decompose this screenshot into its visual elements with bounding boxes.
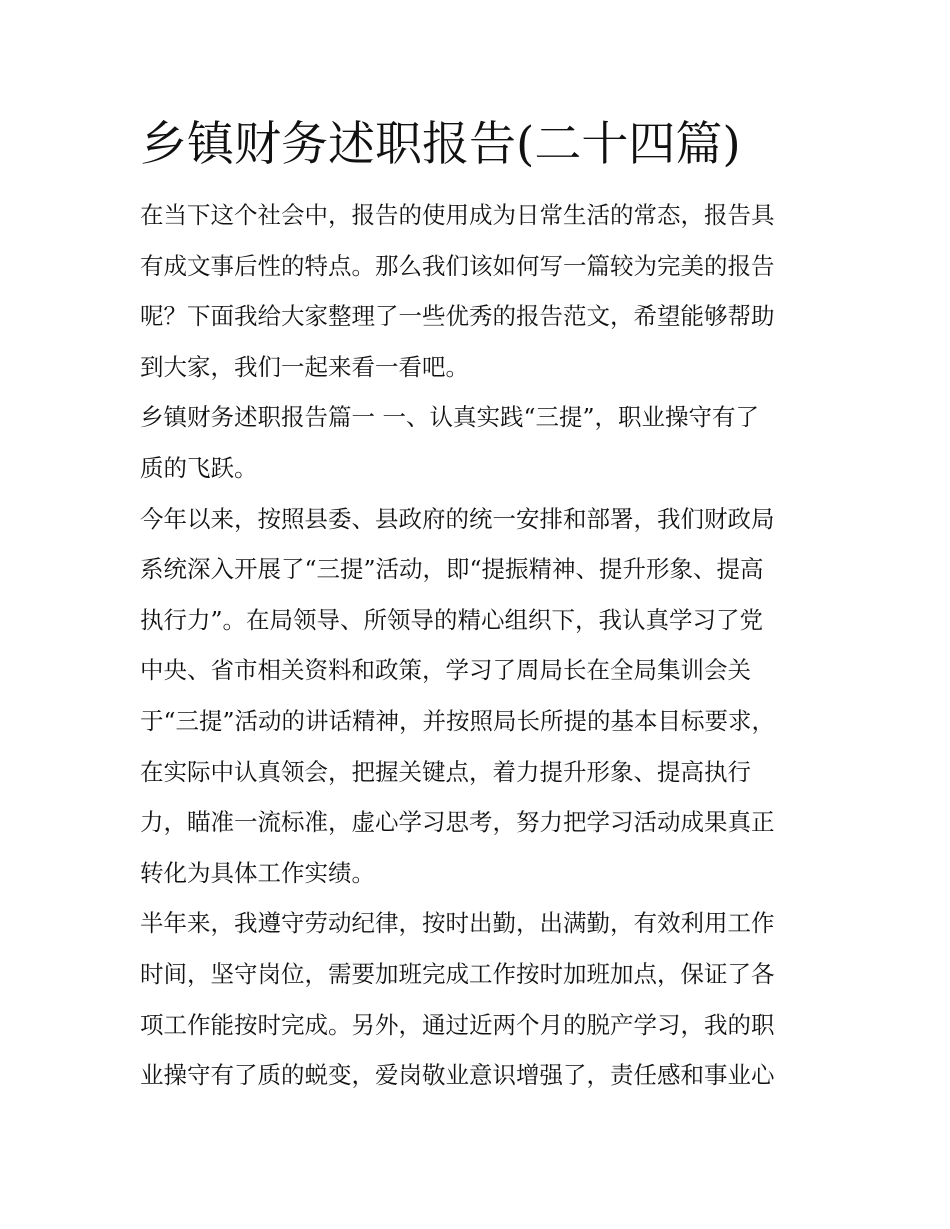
body-line: 呢？下面我给大家整理了一些优秀的报告范文，希望能够帮助 (140, 302, 775, 331)
body-line: 力，瞄准一流标准，虚心学习思考，努力把学习活动成果真正 (140, 808, 775, 837)
body-line: 系统深入开展了“三提”活动，即“提振精神、提升形象、提高 (140, 555, 764, 584)
body-line: 执行力”。在局领导、所领导的精心组织下，我认真学习了党 (140, 605, 764, 634)
body-line: 于“三提”活动的讲话精神，并按照局长所提的基本目标要求， (140, 706, 776, 735)
document-page (140, 112, 820, 1101)
body-line: 时间，坚守岗位，需要加班完成工作按时加班加点，保证了各 (140, 959, 775, 988)
body-line: 在当下这个社会中，报告的使用成为日常生活的常态，报告具 (140, 201, 775, 229)
body-line: 有成文事后性的特点。那么我们该如何写一篇较为完美的报告 (140, 251, 775, 280)
document-body (140, 190, 820, 1101)
body-line: 在实际中认真领会，把握关键点，着力提升形象、提高执行 (140, 757, 751, 786)
body-line: 项工作能按时完成。另外，通过近两个月的脱产学习，我的职 (140, 1010, 775, 1039)
document-title: 乡镇财务述职报告(二十四篇) (140, 117, 741, 172)
body-line: 中央、省市相关资料和政策，学习了周局长在全局集训会关 (140, 656, 751, 685)
body-line: 到大家，我们一起来看一看吧。 (140, 352, 469, 381)
body-line: 乡镇财务述职报告篇一 一、认真实践“三提”，职业操守有了 (140, 403, 759, 432)
body-line: 转化为具体工作实绩。 (140, 858, 375, 887)
body-line: 质的飞跃。 (140, 453, 258, 482)
body-line: 今年以来，按照县委、县政府的统一安排和部署，我们财政局 (140, 504, 775, 533)
body-line: 半年来，我遵守劳动纪律，按时出勤，出满勤，有效利用工作 (140, 909, 775, 938)
body-line: 业操守有了质的蜕变，爱岗敬业意识增强了，责任感和事业心 (140, 1061, 775, 1090)
